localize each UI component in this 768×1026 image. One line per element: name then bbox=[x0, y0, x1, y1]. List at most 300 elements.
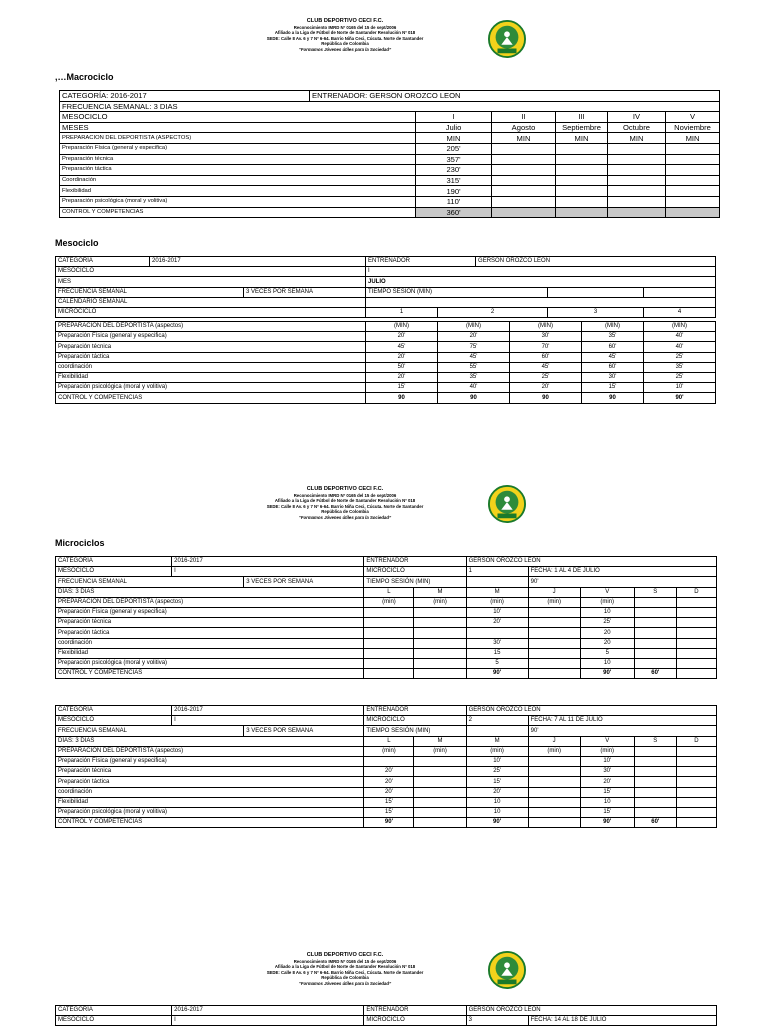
row-label: Preparación técnica bbox=[56, 767, 364, 777]
cell-value: 15' bbox=[580, 787, 634, 797]
macro-mes-2: Agosto bbox=[492, 122, 556, 133]
affiliation-line: Afiliado a la Liga de Fútbol de Norte de Santander Resolución Nº 018 bbox=[274, 498, 416, 504]
micro-entrenador-label: ENTRENADOR bbox=[364, 706, 466, 716]
macro-unit: MIN bbox=[608, 133, 666, 144]
cell-value bbox=[364, 618, 414, 628]
micro-unit bbox=[634, 597, 676, 607]
macro-mes-1: Julio bbox=[416, 122, 492, 133]
micro-prep-label: PREPARACIÓN DEL DEPORTISTA (aspectos) bbox=[56, 597, 364, 607]
cell-value bbox=[528, 767, 580, 777]
cell-value: 20' bbox=[438, 332, 510, 342]
letterhead-2 bbox=[0, 482, 768, 532]
row-label: Preparación técnica bbox=[56, 342, 366, 352]
cell-value: 25' bbox=[510, 372, 582, 382]
cell-value: 90 bbox=[582, 393, 644, 403]
meso-microciclo-label: MICROCICLO bbox=[56, 307, 366, 317]
micro-mesociclo-label: MESOCICLO bbox=[56, 716, 172, 726]
cell-value: 45' bbox=[366, 342, 438, 352]
cell-value bbox=[528, 777, 580, 787]
cell-value: 90' bbox=[466, 669, 528, 679]
day-header: L bbox=[364, 587, 414, 597]
cell-value: 90' bbox=[644, 393, 716, 403]
day-header: L bbox=[364, 736, 414, 746]
cell-value: 90' bbox=[364, 818, 414, 828]
macro-mes-4: Octubre bbox=[608, 122, 666, 133]
microciclo-3-container bbox=[55, 1005, 717, 1026]
micro-fecha: FECHA: 14 AL 18 DE JULIO bbox=[528, 1016, 716, 1026]
macro-meses-label: MESES bbox=[60, 122, 416, 133]
micro-entrenador: GERSON OROZCO LEON bbox=[466, 557, 716, 567]
cell-value bbox=[414, 818, 466, 828]
motto-line: “Formamos Jóvenes útiles para la Sociedad” bbox=[298, 46, 392, 52]
meso-entrenador: GERSON OROZCO LEON bbox=[476, 257, 716, 267]
cell-value bbox=[676, 818, 716, 828]
day-header: J bbox=[528, 736, 580, 746]
cell-value: 60' bbox=[510, 352, 582, 362]
cell-value bbox=[364, 648, 414, 658]
micro-microciclo-label: MICROCICLO bbox=[364, 1016, 466, 1026]
cell-value: 70' bbox=[510, 342, 582, 352]
row-label: Preparación psicológica (moral y volitiva) bbox=[56, 658, 364, 668]
cell-value bbox=[634, 787, 676, 797]
cell-value: 25' bbox=[466, 767, 528, 777]
country-line: República de Colombia bbox=[321, 41, 369, 47]
macro-mesociclo-2: II bbox=[492, 112, 556, 123]
cell-value: 90' bbox=[466, 818, 528, 828]
macro-mesociclo-1: I bbox=[416, 112, 492, 123]
micro-categoria-label: CATEGORÍA bbox=[56, 1006, 172, 1016]
cell-value: 15' bbox=[466, 777, 528, 787]
microciclo-table bbox=[55, 1005, 717, 1026]
micro-tiempo-label: TIEMPO SESIÓN (MIN) bbox=[364, 726, 466, 736]
row-label: Preparación Física (general y especifica) bbox=[56, 756, 364, 766]
day-header: S bbox=[634, 736, 676, 746]
macro-unit: MIN bbox=[492, 133, 556, 144]
cell-value: 205' bbox=[416, 143, 492, 154]
cell-value: 35' bbox=[438, 372, 510, 382]
row-label: Preparación técnica bbox=[60, 154, 416, 165]
cell-value bbox=[528, 638, 580, 648]
cell-value: 30' bbox=[582, 372, 644, 382]
cell-value: 25' bbox=[580, 618, 634, 628]
mesociclo-title: Mesociclo bbox=[55, 238, 99, 248]
cell-value: 90' bbox=[580, 818, 634, 828]
day-header: D bbox=[676, 736, 716, 746]
micro-entrenador-label: ENTRENADOR bbox=[364, 1006, 466, 1016]
cell-value bbox=[676, 787, 716, 797]
address-line: SEDE: Calle 8 Av. 6 y 7 Nº 6-64. Barrio Niña Ceci, Cúcuta. Norte de Santander bbox=[266, 969, 424, 975]
micro-frecuencia: 3 VECES POR SEMANA bbox=[244, 577, 364, 587]
club-logo-icon bbox=[488, 20, 526, 58]
cell-value: 20' bbox=[466, 618, 528, 628]
cell-value bbox=[676, 669, 716, 679]
micro-tiempo-label: TIEMPO SESIÓN (MIN) bbox=[364, 577, 466, 587]
affiliation-line: Afiliado a la Liga de Fútbol de Norte de Santander Resolución Nº 018 bbox=[274, 964, 416, 970]
cell-value bbox=[364, 638, 414, 648]
cell-value bbox=[676, 638, 716, 648]
micro-unit: (min) bbox=[528, 746, 580, 756]
cell-value: 357' bbox=[416, 154, 492, 165]
letterhead-text bbox=[240, 486, 450, 520]
cell-value bbox=[528, 756, 580, 766]
cell-value bbox=[364, 628, 414, 638]
cell-value: 20' bbox=[366, 372, 438, 382]
macrociclo-title: ,…Macrociclo bbox=[55, 72, 114, 82]
macro-categoria: CATEGORÍA: 2016-2017 bbox=[60, 91, 310, 102]
cell-value: 315' bbox=[416, 175, 492, 186]
cell-value bbox=[528, 807, 580, 817]
day-header: M bbox=[466, 736, 528, 746]
row-label: Preparación psicológica (moral y volitiva) bbox=[56, 807, 364, 817]
meso-unit: (MIN) bbox=[366, 322, 438, 332]
cell-value: 55' bbox=[438, 362, 510, 372]
micro-unit bbox=[676, 597, 716, 607]
meso-microciclo-3: 3 bbox=[548, 307, 644, 317]
cell-value bbox=[634, 807, 676, 817]
letterhead-text bbox=[240, 952, 450, 986]
macro-frecuencia: FRECUENCIA SEMANAL: 3 DIAS bbox=[60, 101, 720, 112]
cell-value bbox=[528, 618, 580, 628]
cell-value: 60' bbox=[634, 818, 676, 828]
cell-value: 10' bbox=[466, 756, 528, 766]
micro-microciclo: 3 bbox=[466, 1016, 528, 1026]
micro-categoria: 2016-2017 bbox=[172, 1006, 364, 1016]
cell-value: 5 bbox=[466, 658, 528, 668]
row-label: CONTROL Y COMPETENCIAS bbox=[56, 818, 364, 828]
cell-value bbox=[634, 777, 676, 787]
cell-value: 45' bbox=[582, 352, 644, 362]
row-label: coordinación bbox=[56, 362, 366, 372]
cell-value bbox=[676, 797, 716, 807]
cell-value: 40' bbox=[644, 332, 716, 342]
club-name: CLUB DEPORTIVO CECI F.C. bbox=[306, 18, 384, 24]
cell-value: 15' bbox=[366, 383, 438, 393]
table-row bbox=[56, 352, 716, 362]
table-row bbox=[56, 618, 717, 628]
micro-categoria: 2016-2017 bbox=[172, 706, 364, 716]
microciclo-table bbox=[55, 556, 717, 679]
table-row bbox=[60, 165, 720, 176]
macro-unit: MIN bbox=[666, 133, 720, 144]
cell-value bbox=[676, 777, 716, 787]
mesociclo-table bbox=[55, 256, 716, 318]
micro-fecha: FECHA: 7 AL 11 DE JULIO bbox=[528, 716, 716, 726]
macro-mes-5: Noviembre bbox=[666, 122, 720, 133]
cell-value: 30' bbox=[510, 332, 582, 342]
cell-value: 10 bbox=[466, 797, 528, 807]
micro-dias-label: DÍAS: 3 DIAS bbox=[56, 736, 364, 746]
cell-value: 60' bbox=[582, 362, 644, 372]
cell-value bbox=[676, 628, 716, 638]
micro-frecuencia-label: FRECUENCIA SEMANAL bbox=[56, 577, 244, 587]
table-row bbox=[60, 143, 720, 154]
micro-unit: (min) bbox=[364, 746, 414, 756]
address-line: SEDE: Calle 8 Av. 6 y 7 Nº 6-64. Barrio Niña Ceci, Cúcuta. Norte de Santander bbox=[266, 35, 424, 41]
cell-value bbox=[676, 618, 716, 628]
table-row bbox=[60, 207, 720, 218]
row-label: Preparación táctica bbox=[56, 352, 366, 362]
table-row bbox=[60, 154, 720, 165]
motto-line: “Formamos Jóvenes útiles para la Sociedad” bbox=[298, 980, 392, 986]
row-label: Preparación psicológica (moral y volitiva) bbox=[60, 196, 416, 207]
cell-value bbox=[634, 797, 676, 807]
cell-value: 20' bbox=[364, 767, 414, 777]
micro-categoria: 2016-2017 bbox=[172, 557, 364, 567]
cell-value: 20' bbox=[510, 383, 582, 393]
row-label: Preparación psicológica (moral y volitiva) bbox=[56, 383, 366, 393]
micro-microciclo: 2 bbox=[466, 716, 528, 726]
table-row bbox=[56, 797, 717, 807]
micro-unit: (min) bbox=[414, 746, 466, 756]
cell-value: 10' bbox=[580, 756, 634, 766]
micro-prep-label: PREPARACIÓN DEL DEPORTISTA (aspectos) bbox=[56, 746, 364, 756]
row-label: Coordinación bbox=[60, 175, 416, 186]
day-header: M bbox=[414, 736, 466, 746]
meso-unit: (MIN) bbox=[438, 322, 510, 332]
table-row bbox=[56, 756, 717, 766]
cell-value bbox=[414, 777, 466, 787]
row-label: Flexibilidad bbox=[60, 186, 416, 197]
micro-microciclo-label: MICROCICLO bbox=[364, 567, 466, 577]
cell-value bbox=[634, 638, 676, 648]
micro-entrenador: GERSON OROZCO LEON bbox=[466, 706, 716, 716]
micro-mesociclo-label: MESOCICLO bbox=[56, 1016, 172, 1026]
microciclo-1-container bbox=[55, 556, 717, 679]
macro-entrenador: ENTRENADOR: GERSON OROZCO LEON bbox=[310, 91, 720, 102]
meso-categoria: 2016-2017 bbox=[150, 257, 366, 267]
cell-value bbox=[676, 648, 716, 658]
row-label: Flexibilidad bbox=[56, 372, 366, 382]
micro-fecha: FECHA: 1 AL 4 DE JULIO bbox=[528, 567, 716, 577]
cell-value: 45' bbox=[510, 362, 582, 372]
meso-microciclo-2: 2 bbox=[438, 307, 548, 317]
micro-frecuencia: 3 VECES POR SEMANA bbox=[244, 726, 364, 736]
cell-value: 110' bbox=[416, 196, 492, 207]
cell-value bbox=[634, 756, 676, 766]
cell-value bbox=[634, 658, 676, 668]
micro-entrenador: GERSON OROZCO LEON bbox=[466, 1006, 716, 1016]
row-label: coordinación bbox=[56, 638, 364, 648]
cell-value: 5 bbox=[580, 648, 634, 658]
micro-frecuencia-label: FRECUENCIA SEMANAL bbox=[56, 726, 244, 736]
day-header: M bbox=[466, 587, 528, 597]
table-row bbox=[56, 648, 717, 658]
cell-value: 30' bbox=[580, 767, 634, 777]
cell-value: 20 bbox=[580, 638, 634, 648]
cell-value: 25' bbox=[644, 352, 716, 362]
cell-value: 60' bbox=[634, 669, 676, 679]
cell-value bbox=[676, 767, 716, 777]
cell-value: 40' bbox=[438, 383, 510, 393]
recognition-line: Reconocimiento IMRD Nº 0165 del 15 de sept/2006 bbox=[293, 493, 397, 498]
letterhead-1 bbox=[0, 14, 768, 64]
cell-value bbox=[634, 648, 676, 658]
cell-value: 40' bbox=[644, 342, 716, 352]
day-header: J bbox=[528, 587, 580, 597]
cell-value: 20' bbox=[580, 777, 634, 787]
recognition-line: Reconocimiento IMRD Nº 0165 del 15 de sept/2006 bbox=[293, 959, 397, 964]
table-row bbox=[56, 332, 716, 342]
cell-value: 20' bbox=[366, 332, 438, 342]
meso-entrenador-label: ENTRENADOR bbox=[366, 257, 476, 267]
micro-unit: (min) bbox=[466, 746, 528, 756]
table-row bbox=[56, 638, 717, 648]
meso-unit: (MIN) bbox=[510, 322, 582, 332]
cell-value bbox=[414, 638, 466, 648]
table-row bbox=[56, 658, 717, 668]
table-row bbox=[56, 669, 717, 679]
row-label: Preparación Física (general y especifica) bbox=[56, 607, 364, 617]
club-name: CLUB DEPORTIVO CECI F.C. bbox=[306, 486, 384, 492]
row-label: CONTROL Y COMPETENCIAS bbox=[60, 207, 416, 218]
affiliation-line: Afiliado a la Liga de Fútbol de Norte de Santander Resolución Nº 018 bbox=[274, 30, 416, 36]
cell-value: 15' bbox=[364, 797, 414, 807]
cell-value: 90 bbox=[366, 393, 438, 403]
country-line: República de Colombia bbox=[321, 509, 369, 515]
club-name: CLUB DEPORTIVO CECI F.C. bbox=[306, 952, 384, 958]
cell-value bbox=[364, 607, 414, 617]
macro-mesociclo-3: III bbox=[556, 112, 608, 123]
cell-value: 190' bbox=[416, 186, 492, 197]
cell-value bbox=[414, 797, 466, 807]
meso-mes-label: MES bbox=[56, 277, 366, 287]
meso-mesociclo: I bbox=[366, 267, 716, 277]
cell-value: 15' bbox=[364, 807, 414, 817]
cell-value: 15' bbox=[580, 807, 634, 817]
meso-prep-label: PREPARACIÓN DEL DEPORTISTA (aspectos) bbox=[56, 322, 366, 332]
table-cell bbox=[466, 577, 528, 587]
cell-value: 75' bbox=[438, 342, 510, 352]
cell-value bbox=[528, 818, 580, 828]
cell-value bbox=[676, 607, 716, 617]
cell-value: 15' bbox=[582, 383, 644, 393]
micro-unit: (min) bbox=[580, 597, 634, 607]
meso-microciclo-4: 4 bbox=[644, 307, 716, 317]
micro-categoria-label: CATEGORÍA bbox=[56, 706, 172, 716]
micro-unit: (min) bbox=[528, 597, 580, 607]
cell-value: 10' bbox=[644, 383, 716, 393]
table-cell bbox=[466, 726, 528, 736]
cell-value bbox=[634, 628, 676, 638]
cell-value bbox=[634, 607, 676, 617]
row-label: Preparación Física (general y especifica) bbox=[60, 143, 416, 154]
micro-tiempo: 90' bbox=[528, 726, 716, 736]
letterhead-3 bbox=[0, 948, 768, 998]
micro-tiempo: 90' bbox=[528, 577, 716, 587]
cell-value bbox=[414, 756, 466, 766]
micro-microciclo-label: MICROCICLO bbox=[364, 716, 466, 726]
cell-value bbox=[528, 787, 580, 797]
cell-value bbox=[364, 756, 414, 766]
cell-value: 90 bbox=[510, 393, 582, 403]
cell-value bbox=[414, 658, 466, 668]
table-row bbox=[56, 767, 717, 777]
cell-value: 30' bbox=[466, 638, 528, 648]
cell-value bbox=[364, 669, 414, 679]
cell-value: 10 bbox=[580, 607, 634, 617]
cell-value: 35' bbox=[644, 362, 716, 372]
cell-value bbox=[528, 669, 580, 679]
row-label: Flexibilidad bbox=[56, 797, 364, 807]
cell-value: 60' bbox=[582, 342, 644, 352]
cell-value bbox=[414, 807, 466, 817]
cell-value bbox=[528, 648, 580, 658]
motto-line: “Formamos Jóvenes útiles para la Sociedad” bbox=[298, 514, 392, 520]
micro-unit: (min) bbox=[580, 746, 634, 756]
meso-microciclo-1: 1 bbox=[366, 307, 438, 317]
micro-mesociclo-label: MESOCICLO bbox=[56, 567, 172, 577]
table-row bbox=[56, 393, 716, 403]
cell-value bbox=[414, 618, 466, 628]
meso-calendario-label: CALENDARIO SEMANAL bbox=[56, 297, 366, 307]
table-row bbox=[56, 383, 716, 393]
macro-mesociclo-4: IV bbox=[608, 112, 666, 123]
cell-value: 25' bbox=[644, 372, 716, 382]
table-row bbox=[56, 607, 717, 617]
table-row bbox=[56, 628, 717, 638]
meso-rows bbox=[56, 332, 716, 403]
cell-value bbox=[676, 658, 716, 668]
macro-mes-3: Septiembre bbox=[556, 122, 608, 133]
cell-value: 15 bbox=[466, 648, 528, 658]
micro-mesociclo: I bbox=[172, 567, 364, 577]
meso-tiempo-label: TIEMPO SESIÓN (MIN) bbox=[366, 287, 548, 297]
cell-value: 10 bbox=[580, 797, 634, 807]
micro-mesociclo: I bbox=[172, 1016, 364, 1026]
meso-unit: (MIN) bbox=[582, 322, 644, 332]
micro-mesociclo: I bbox=[172, 716, 364, 726]
cell-value bbox=[414, 607, 466, 617]
meso-mesociclo-label: MESOCICLO bbox=[56, 267, 366, 277]
table-row bbox=[56, 342, 716, 352]
table-row bbox=[56, 787, 717, 797]
cell-value: 230' bbox=[416, 165, 492, 176]
macro-unit: MIN bbox=[556, 133, 608, 144]
meso-unit: (MIN) bbox=[644, 322, 716, 332]
row-label: Preparación táctica bbox=[56, 628, 364, 638]
meso-frecuencia: 3 VECES POR SEMANA bbox=[244, 287, 366, 297]
table-row bbox=[56, 362, 716, 372]
day-header: D bbox=[676, 587, 716, 597]
cell-value: 20' bbox=[364, 777, 414, 787]
mesociclo-values-table bbox=[55, 321, 716, 404]
cell-value bbox=[414, 669, 466, 679]
cell-value: 90 bbox=[438, 393, 510, 403]
microciclo-2-container bbox=[55, 705, 717, 828]
table-row bbox=[60, 196, 720, 207]
cell-value bbox=[676, 756, 716, 766]
cell-value: 20' bbox=[466, 787, 528, 797]
club-logo-icon bbox=[488, 951, 526, 989]
cell-value bbox=[528, 658, 580, 668]
country-line: República de Colombia bbox=[321, 975, 369, 981]
cell-value bbox=[634, 618, 676, 628]
cell-value bbox=[414, 787, 466, 797]
table-row bbox=[56, 372, 716, 382]
cell-value bbox=[466, 628, 528, 638]
micro-unit bbox=[676, 746, 716, 756]
micro-unit: (min) bbox=[466, 597, 528, 607]
cell-value: 20' bbox=[366, 352, 438, 362]
day-header: V bbox=[580, 587, 634, 597]
cell-value bbox=[528, 607, 580, 617]
cell-value: 360' bbox=[416, 207, 492, 218]
micro-dias-label: DÍAS: 3 DIAS bbox=[56, 587, 364, 597]
table-row bbox=[56, 807, 717, 817]
meso-frecuencia-label: FRECUENCIA SEMANAL bbox=[56, 287, 244, 297]
cell-value bbox=[414, 767, 466, 777]
club-logo-icon bbox=[488, 485, 526, 523]
